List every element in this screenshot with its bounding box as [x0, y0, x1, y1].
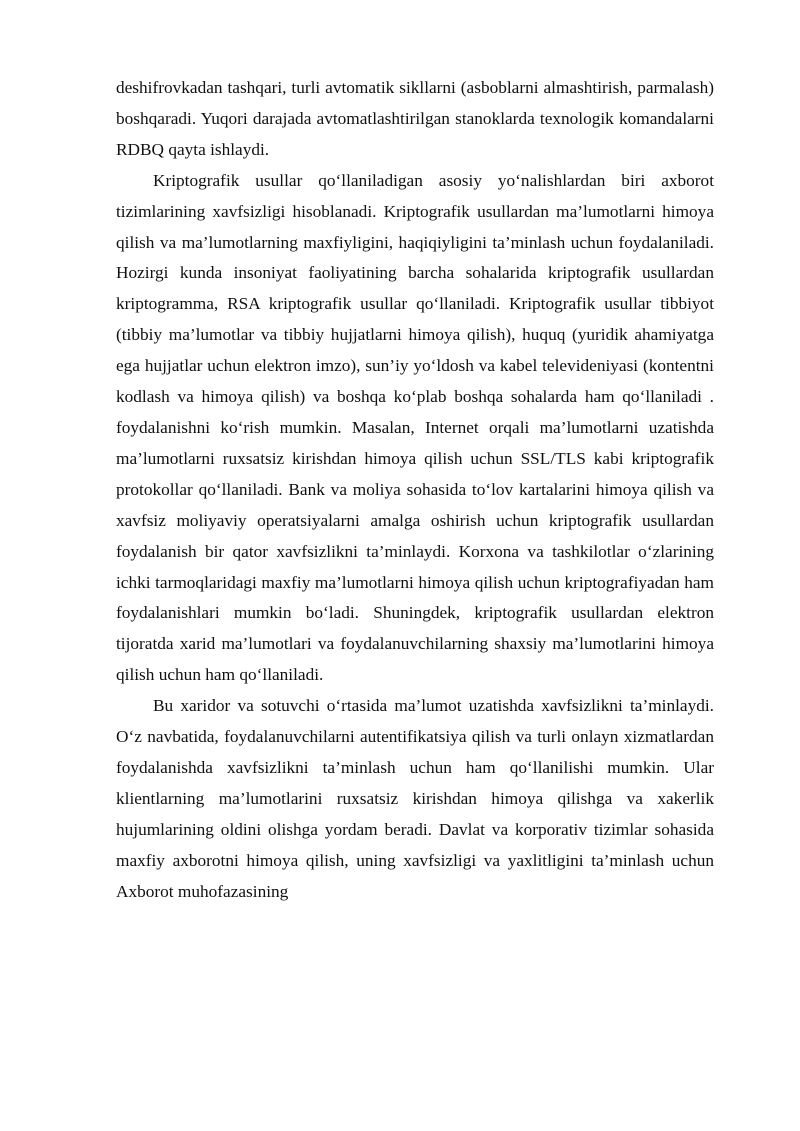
paragraph-continuation: deshifrovkadan tashqari, turli avtomatik sikllarni (asboblarni almashtirish, parmalash) boshqaradi. Yuqori darajada avtomatlashtirilgan stanoklarda texnologik komandalarni RDBQ qayta ishlaydi.: [116, 78, 714, 159]
paragraph-cryptography-applications: Kriptografik usullar qo‘llaniladigan asosiy yo‘nalishlardan biri axborot tizimlarining xavfsizligi hisoblanadi. Kriptografik usullardan ma’lumotlarni himoya qilish va ma’lumotlarning maxfiyligini, haqiqiyligini ta’minlash uchun foydalaniladi. Hozirgi kunda insoniyat faoliyatining barcha sohalarida kriptografik usullardan kriptogramma, RSA kriptografik usullar qo‘llaniladi. Kriptografik usullar tibbiyot (tibbiy ma’lumotlar va tibbiy hujjatlarni himoya qilish), huquq (yuridik ahamiyatga ega hujjatlar uchun elektron imzo), sun’iy yo‘ldosh va kabel televideniyasi (kontentni kodlash va himoya qilish) va boshqa ko‘plab boshqa sohalarda ham qo‘llaniladi . foydalanishni ko‘rish mumkin. Masalan, Internet orqali ma’lumotlarni uzatishda ma’lumotlarni ruxsatsiz kirishdan himoya qilish uchun SSL/TLS kabi kriptografik protokollar qo‘llaniladi. Bank va moliya sohasida to‘lov kartalarini himoya qilish va xavfsiz moliyaviy operatsiyalarni amalga oshirish uchun kriptografik usullardan foydalanish bir qator xavfsizlikni ta’minlaydi. Korxona va tashkilotlar o‘zlarining ichki tarmoqlaridagi maxfiy ma’lumotlarni himoya qilish uchun kriptografiyadan ham foydalanishlari mumkin bo‘ladi. Shuningdek, kriptografik usullardan elektron tijoratda xarid ma’lumotlari va foydalanuvchilarning shaxsiy ma’lumotlarini himoya qilish uchun ham qo‘llaniladi.: [116, 170, 714, 685]
document-page: [116, 73, 714, 907]
paragraph-buyer-seller-security: Bu xaridor va sotuvchi o‘rtasida ma’lumot uzatishda xavfsizlikni ta’minlaydi. O‘z navbatida, foydalanuvchilarni autentifikatsiya qilish va turli onlayn xizmatlardan foydalanishda xavfsizlikni ta’minlash uchun ham qo‘llanilishi mumkin. Ular klientlarning ma’lumotlarini ruxsatsiz kirishdan himoya qilishga va xakerlik hujumlarining oldini olishga yordam beradi. Davlat va korporativ tizimlar sohasida maxfiy axborotni himoya qilish, uning xavfsizligi va yaxlitligini ta’minlash uchun Axborot muhofazasining: [116, 696, 714, 901]
